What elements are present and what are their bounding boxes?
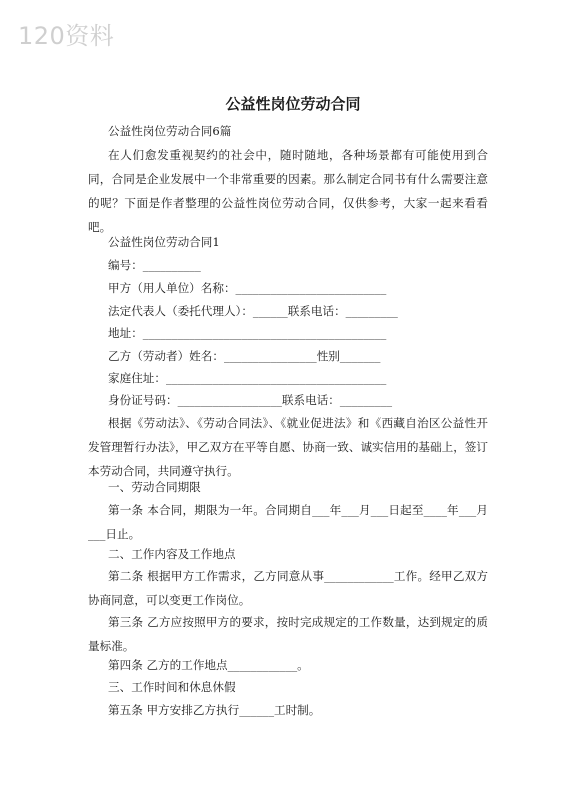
article-4: 第四条 乙方的工作地点____________。 [108,658,309,672]
heading-work-content: 二、工作内容及工作地点 [108,547,236,561]
heading-work-hours: 三、工作时间和休息休假 [108,680,236,694]
article-2: 第二条 根据甲方工作需求，乙方同意从事____________工作。经甲乙双方协商同意，可以变更工作岗位。 [88,569,488,607]
field-number: 编号：__________ [108,258,201,272]
intro-paragraph: 在人们愈发重视契约的社会中，随时随地，各种场景都有可能使用到合同，合同是企业发展中一个非常重要的因素。那么制定合同书有什么需要注意的呢？下面是作者整理的公益性岗位劳动合同，仅供参考，大家一起来看看吧。 [88,148,488,234]
document-title: 公益性岗位劳动合同 [225,95,361,113]
field-legal-rep: 法定代表人（委托代理人）：______联系电话：_________ [108,304,398,318]
field-id-number: 身份证号码：__________________联系电话：_________ [108,393,393,407]
field-home-address: 家庭住址：______________________________________ [108,371,387,385]
field-address: 地址：__________________________________________ [108,326,387,340]
article-1: 第一条 本合同，期限为一年。合同期自___年___月___日起至____年___月___日止。 [88,503,488,541]
field-party-b: 乙方（劳动者）姓名：________________性别_______ [108,349,381,363]
heading-contract-term: 一、劳动合同期限 [108,480,201,494]
document-subtitle: 公益性岗位劳动合同6篇 [108,124,232,138]
preamble-paragraph: 根据《劳动法》、《劳动合同法》、《就业促进法》和《西藏自治区公益性开发管理暂行办法》，甲乙双方在平等自愿、协商一致、诚实信用的基础上，签订本劳动合同，共同遵守执行。 [88,416,488,478]
watermark: 120资料 [18,22,115,50]
section-title: 公益性岗位劳动合同1 [108,235,220,249]
field-party-a: 甲方（用人单位）名称：__________________________ [108,281,387,295]
article-3: 第三条 乙方应按照甲方的要求，按时完成规定的工作数量，达到规定的质量标准。 [88,615,488,653]
article-5: 第五条 甲方安排乙方执行______工时制。 [108,703,321,717]
